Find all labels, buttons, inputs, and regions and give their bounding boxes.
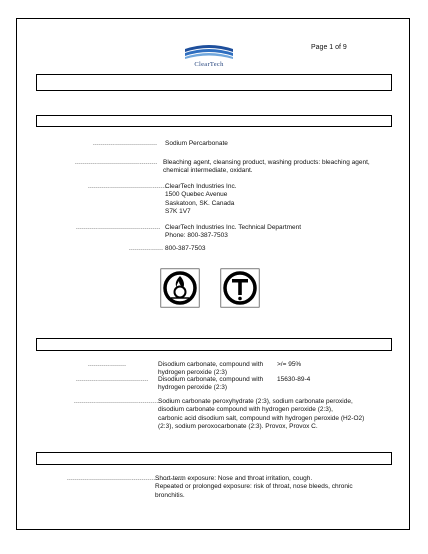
product-uses: Bleaching agent, cleansing product, washing products: bleaching agent, chemical intermediate, oxidant. [163, 159, 370, 175]
leader-dots: ....................................... [88, 183, 167, 190]
product-name: Sodium Percarbonate [165, 140, 228, 147]
leader-dots: ................................ [93, 140, 158, 147]
composition-cas-number: 15630-89-4 [277, 376, 311, 383]
page-number: Page 1 of 9 [311, 44, 347, 51]
leader-dots: .................................... [76, 376, 149, 383]
leader-dots: ......................................... [75, 159, 158, 166]
leader-dots: .......................................................... [67, 475, 184, 482]
leader-dots: ................... [88, 361, 127, 368]
composition-synonyms: Sodium carbonate peroxyhydrate (2:3), sodium carbonate peroxide, disodium carbonate compound with hydrogen peroxide (2:3), carbonic acid disodium salt, compound with hydrogen peroxide (H2-O2) (2:3), sodium peroxocarbonate (2:3). Provox, Provox C. [158, 398, 365, 430]
leader-dots: ................. [129, 245, 164, 252]
section-bar-3 [36, 338, 392, 351]
leader-dots: ........................................... [74, 398, 161, 405]
composition-concentration: >/= 95% [277, 361, 302, 368]
supplier-contact: ClearTech Industries Inc. Technical Department Phone: 800-387-7503 [165, 224, 302, 240]
composition-name: Disodium carbonate, compound with hydrogen peroxide (2:3) [158, 376, 264, 392]
emergency-phone: 800-387-7503 [165, 245, 206, 252]
inhalation-hazard: Short-term exposure: Nose and throat irritation, cough. Repeated or prolonged exposure: risk of throat, nose bleeds, chronic bronchitis. [155, 475, 353, 499]
section-bar-4 [36, 452, 392, 465]
supplier-address: ClearTech Industries Inc. 1500 Quebec Avenue Saskatoon, SK. Canada S7K 1V7 [165, 183, 237, 215]
section-bar-1 [36, 74, 392, 91]
composition-name: Disodium carbonate, compound with hydrogen peroxide (2:3) [158, 361, 264, 377]
oxidizer-flame-over-circle-icon [160, 268, 200, 308]
brand-name: ClearTech [194, 61, 224, 68]
leader-dots: .......................................... [76, 224, 161, 231]
toxic-t-icon [220, 268, 260, 308]
section-bar-2 [36, 115, 392, 127]
